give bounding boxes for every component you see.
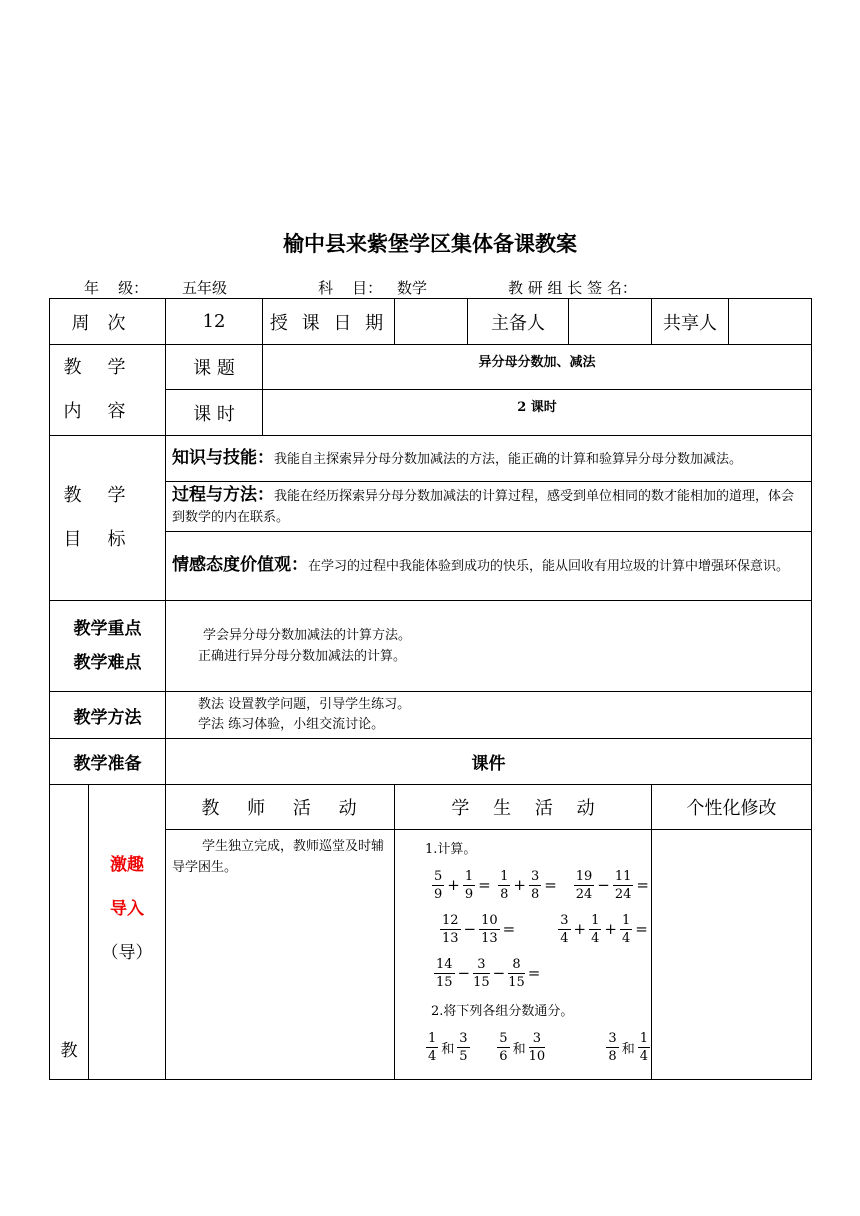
fraction: $\frac{3}{4}$: [560, 912, 569, 946]
emotion-label: 情感态度价值观：: [172, 555, 308, 575]
stage-label-3: （导）: [101, 943, 153, 963]
leader-signature-label: 教 研 组 长 签 名：: [508, 279, 637, 297]
modify-header: 个性化修改: [652, 785, 812, 830]
activity-side-label: 教: [50, 785, 89, 1080]
goal-knowledge: [166, 436, 812, 482]
stage-label-2: 导入: [110, 899, 144, 919]
topic-value: 异分母分数加、减法: [263, 345, 812, 390]
week-label: 周次: [50, 299, 166, 345]
method-text-cell: [166, 692, 812, 739]
lesson-plan-table: [49, 298, 812, 1080]
period-label: 课 时: [166, 390, 263, 436]
goals-label-2: 目标: [63, 529, 152, 550]
fraction: $\frac{11}{24}$: [614, 868, 632, 902]
goals-label-cell: [50, 436, 166, 601]
subject-value: 数学: [397, 279, 428, 297]
teach-method: 教法 设置教学问题，引导学生练习。: [198, 697, 411, 712]
fraction: $\frac{3}{8}$: [530, 868, 540, 902]
period-value: 2 课时: [263, 390, 812, 436]
content-label-cell: [50, 345, 166, 436]
fraction: $\frac{14}{15}$: [436, 956, 453, 990]
date-label: 授 课 日 期: [263, 299, 395, 345]
math-line-3: $\frac{14}{15}$ − $\frac{3}{15}$ − $\frac{8}{15}$ =: [436, 956, 541, 990]
teacher-activity-text: 学生独立完成，教师巡堂及时辅导学困生。: [166, 830, 395, 1080]
preparer-label: 主备人: [468, 299, 569, 345]
topic-label: 课 题: [166, 345, 263, 390]
grade-label: 年 级：: [84, 279, 149, 297]
prep-label: 教学准备: [50, 739, 166, 785]
grade-value: 五年级: [182, 279, 228, 297]
keypoints-text-cell: [166, 601, 812, 692]
student-activity-cell: [395, 830, 652, 1080]
knowledge-text: 我能自主探索异分母分数加减法的方法，能正确的计算和验算异分母分数加减法。: [274, 451, 743, 467]
modify-cell[interactable]: [652, 830, 812, 1080]
subject-label: 科 目：: [318, 279, 383, 297]
knowledge-label: 知识与技能：: [172, 447, 274, 468]
task2-label: 2.将下列各组分数通分。: [431, 1004, 574, 1019]
fraction: $\frac{3}{10}$: [528, 1030, 546, 1064]
fraction: $\frac{3}{5}$: [459, 1030, 468, 1064]
keypoints-label-cell: [50, 601, 166, 692]
difficulty-text: 正确进行异分母分数加减法的计算。: [198, 649, 407, 664]
fraction: $\frac{1}{4}$: [591, 912, 600, 946]
fraction: $\frac{1}{4}$: [639, 1030, 648, 1064]
math-line-1: $\frac{5}{9}$ + $\frac{1}{9}$ = $\frac{1}{8}$ + $\frac{3}{8}$ = $\frac{19}{24}$ − $\frac{11}{24}$ =: [434, 868, 649, 902]
date-value[interactable]: [395, 299, 468, 345]
prep-value: 课件: [166, 739, 812, 785]
preparer-value[interactable]: [569, 299, 652, 345]
fraction: $\frac{3}{15}$: [473, 956, 490, 990]
emotion-text: 在学习的过程中我能体验到成功的快乐，能从回收有用垃圾的计算中增强环保意识。: [308, 559, 790, 574]
difficulty-label: 教学难点: [73, 653, 142, 673]
content-label-2: 内容: [63, 401, 152, 422]
fraction: $\frac{1}{4}$: [621, 912, 631, 946]
fraction: $\frac{10}{13}$: [481, 912, 498, 946]
teacher-activity-header: 教 师 活 动: [166, 785, 395, 830]
process-text: 我能在经历探索异分母分数加减法的计算过程，感受到单位相同的数才能相加的道理，体会到数学的内在联系。: [172, 489, 795, 525]
stage-label-cell: [89, 785, 166, 1080]
fraction: $\frac{1}{8}$: [500, 868, 509, 902]
sharer-label: 共享人: [652, 299, 729, 345]
fraction: $\frac{12}{13}$: [442, 912, 459, 946]
fraction: $\frac{5}{6}$: [499, 1030, 508, 1064]
stage-label-1: 激趣: [110, 855, 144, 875]
page-title: 榆中县来紫堡学区集体备课教案: [283, 232, 577, 256]
math-line-4: $\frac{1}{4}$ 和 $\frac{3}{5}$ $\frac{5}{6}$ 和 $\frac{3}{10}$ $\frac{3}{8}$ 和 $\frac{1}{4}$: [428, 1030, 648, 1064]
week-value[interactable]: 12: [166, 299, 263, 345]
goal-emotion: [166, 532, 812, 601]
process-label: 过程与方法：: [172, 485, 274, 505]
fraction: $\frac{8}{15}$: [508, 956, 525, 990]
learn-method: 学法 练习体验，小组交流讨论。: [198, 717, 385, 732]
content-label-1: 教学: [63, 357, 152, 378]
goals-label-1: 教学: [63, 485, 152, 506]
student-activity-header: 学 生 活 动: [395, 785, 652, 830]
method-label: 教学方法: [50, 692, 166, 739]
fraction: $\frac{19}{24}$: [575, 868, 593, 902]
fraction: $\frac{1}{4}$: [428, 1030, 437, 1064]
key-label: 教学重点: [73, 619, 142, 639]
math-line-2: $\frac{12}{13}$ − $\frac{10}{13}$ = $\frac{3}{4}$ + $\frac{1}{4}$ + $\frac{1}{4}$ =: [442, 912, 648, 946]
sharer-value[interactable]: [729, 299, 812, 345]
goal-process: [166, 482, 812, 532]
fraction: $\frac{5}{9}$: [434, 868, 443, 902]
key-text: 学会异分母分数加减法的计算方法。: [203, 628, 412, 643]
task1-label: 1.计算。: [425, 842, 477, 857]
fraction: $\frac{1}{9}$: [464, 868, 474, 902]
fraction: $\frac{3}{8}$: [608, 1030, 617, 1064]
